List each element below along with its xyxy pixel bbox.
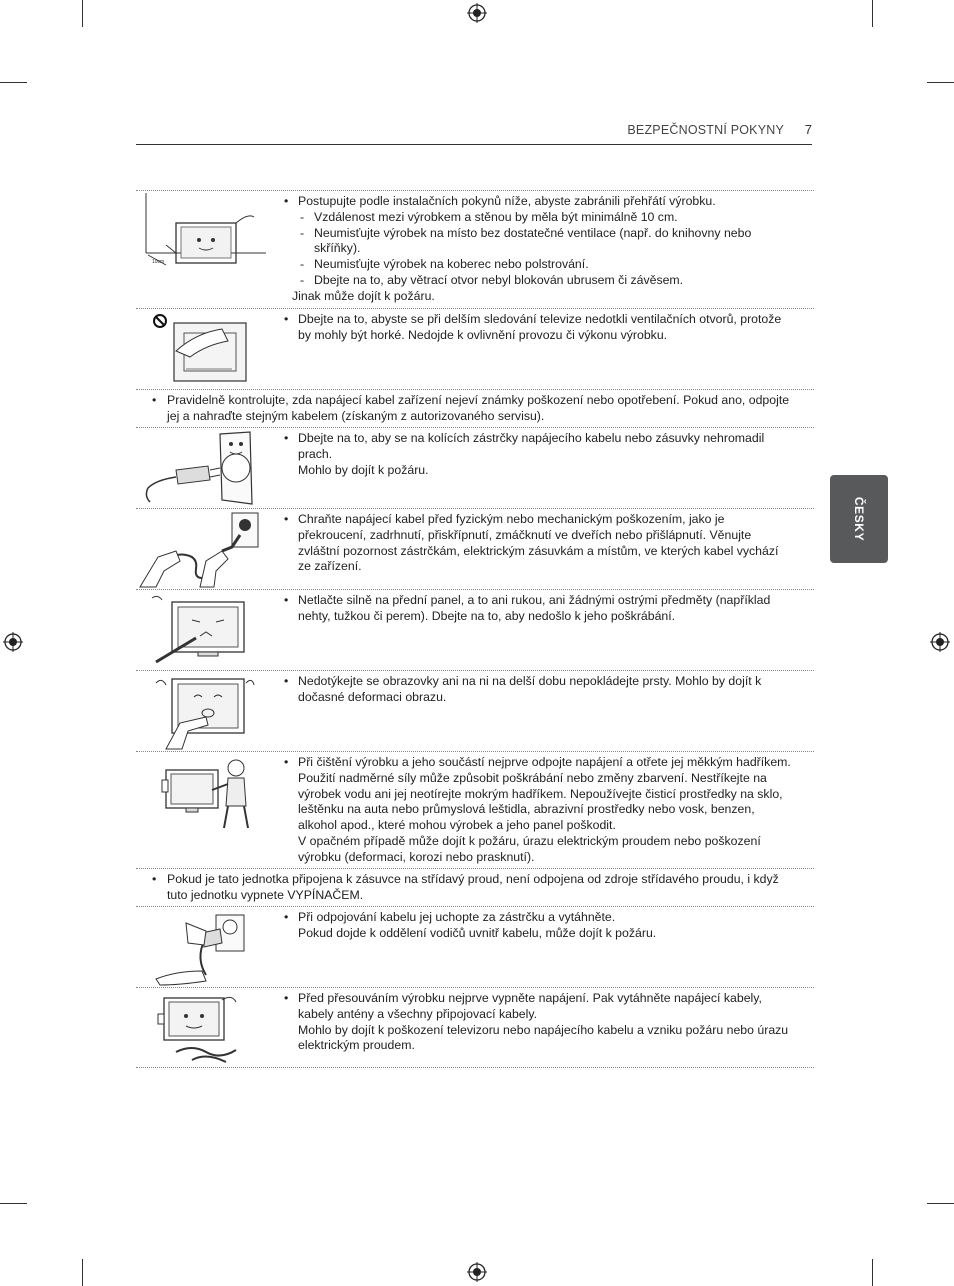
instruction-bullet: • Pravidelně kontrolujte, zda napájecí kabel zařízení nejeví známky poškození nebo opotřebení. Pokud ano, odpojte jej a nahraďte stejným kabelem (získaným z autorizovaného servisu). [136,393,792,425]
language-tab-label: ČESKY [852,496,866,542]
instruction-bullet: • Dbejte na to, aby se na kolících zástrčky napájecího kabelu nebo zásuvky nehromadil prach. [282,431,792,463]
crop-mark [927,1203,954,1204]
instruction-warning: Mohlo by dojít k požáru. [298,462,429,477]
instruction-row [136,987,814,1068]
instruction-row [136,308,814,389]
crop-mark [872,0,873,27]
instruction-warning: Jinak může dojít k požáru. [292,288,435,303]
crop-mark [927,82,954,83]
instruction-row [136,868,814,906]
instruction-bullet: • Netlačte silně na přední panel, a to ani rukou, ani žádnými ostrými předměty (například nehty, tužkou či perem). Dbejte na to, aby nedošlo k jeho poškrábání. [282,593,792,625]
instruction-row [136,906,814,987]
twisted-cable-icon [136,511,268,589]
instruction-bullet: • Pokud je tato jednotka připojena k zásuvce na střídavý proud, není odpojena od zdroje střídavého proudu, i když tuto jednotku vypnete VYPÍNAČEM. [136,872,792,904]
finger-on-screen-icon [136,673,268,751]
instruction-bullet: • Před přesouváním výrobku nejprve vypněte napájení. Pak vytáhněte napájecí kabely, kabely antény a všechny připojovací kabely. [282,991,792,1023]
section-title: BEZPEČNOSTNÍ POKYNY [627,123,784,137]
instruction-warning: Mohlo by dojít k poškození televizoru nebo napájecího kabelu a vzniku požáru nebo úrazu elektrickým proudem. [298,1022,789,1053]
instruction-row [136,389,814,427]
instruction-row [136,751,814,868]
instruction-row [136,427,814,508]
dusty-plug-icon [136,430,268,508]
tv-ventilation-wall-icon [136,193,268,279]
instruction-bullet: • Chraňte napájecí kabel před fyzickým nebo mechanickým poškozením, jako je překroucení, zadrhnutí, přiskřípnutí, zmáčknutí ve dveřích nebo přišlápnutí. Věnujte zvláštní pozornost zástrčkám, elektrickým zásuvkám a místům, ve kterých kabel vychází ze zařízení. [282,512,792,575]
instruction-bullet: • Při čištění výrobku a jeho součástí nejprve odpojte napájení a otřete jej měkkým hadříkem. Použití nadměrné síly může způsobit poškrábání nebo změny zbarvení. Nestříkejte na výrobek vodu ani jej neotírejte mokrým hadříkem. Nepoužívejte čisticí prostředky na sklo, leštěnku na auta nebo průmyslová leštidla, abrazivní prostředky nebo vosk, benzen, alkohol apod., které mohou výrobek a jeho panel poškodit. [282,755,792,834]
instruction-bullet: • Dbejte na to, abyste se při delším sledování televize nedotkli ventilačních otvorů, protože by mohly být horké. Nedojde k ovlivnění provozu či výkonu výrobku. [282,312,792,344]
safety-instructions [136,190,814,1068]
crop-mark [82,1259,83,1286]
instruction-warning: Pokud dojde k oddělení vodičů uvnitř kabelu, může dojít k požáru. [298,925,657,940]
crop-mark [872,1259,873,1286]
registration-mark-icon [3,632,23,652]
instruction-dash: - Dbejte na to, aby větrací otvor nebyl blokován ubrusem či závěsem. [282,273,792,289]
crop-mark [0,1203,27,1204]
registration-mark-icon [467,1262,487,1282]
instruction-dash: - Neumisťujte výrobek na koberec nebo polstrování. [282,257,792,273]
registration-mark-icon [930,632,950,652]
crop-mark [0,82,27,83]
cleaning-tv-icon [136,754,268,834]
hand-on-hot-vent-icon [136,311,268,387]
instruction-row [136,508,814,589]
page-number: 7 [804,122,812,137]
move-tv-cables-icon [136,990,268,1068]
instruction-row [136,670,814,751]
instruction-bullet: • Nedotýkejte se obrazovky ani na ni na delší dobu nepokládejte prsty. Mohlo by dojít k dočasné deformaci obrazu. [282,674,792,706]
instruction-row [136,190,814,308]
instruction-warning: V opačném případě může dojít k požáru, úrazu elektrickým proudem nebo poškození výrobku (deformaci, korozi nebo prasknutí). [298,833,761,864]
instruction-bullet: • Při odpojování kabelu jej uchopte za zástrčku a vytáhněte. [282,910,792,926]
page-header [136,120,812,145]
crop-mark [82,0,83,27]
instruction-bullet: • Postupujte podle instalačních pokynů níže, abyste zabránili přehřátí výrobku. [282,194,792,210]
instruction-dash: - Neumisťujte výrobek na místo bez dostatečné ventilace (např. do knihovny nebo skříňky). [282,226,792,258]
registration-mark-icon [467,3,487,23]
language-tab [830,475,888,563]
distance-label: 10cm [152,259,165,265]
instruction-dash: - Vzdálenost mezi výrobkem a stěnou by měla být minimálně 10 cm. [282,210,792,226]
instruction-row [136,589,814,670]
sharp-object-screen-icon [136,592,268,670]
unplug-by-plug-icon [136,909,268,987]
